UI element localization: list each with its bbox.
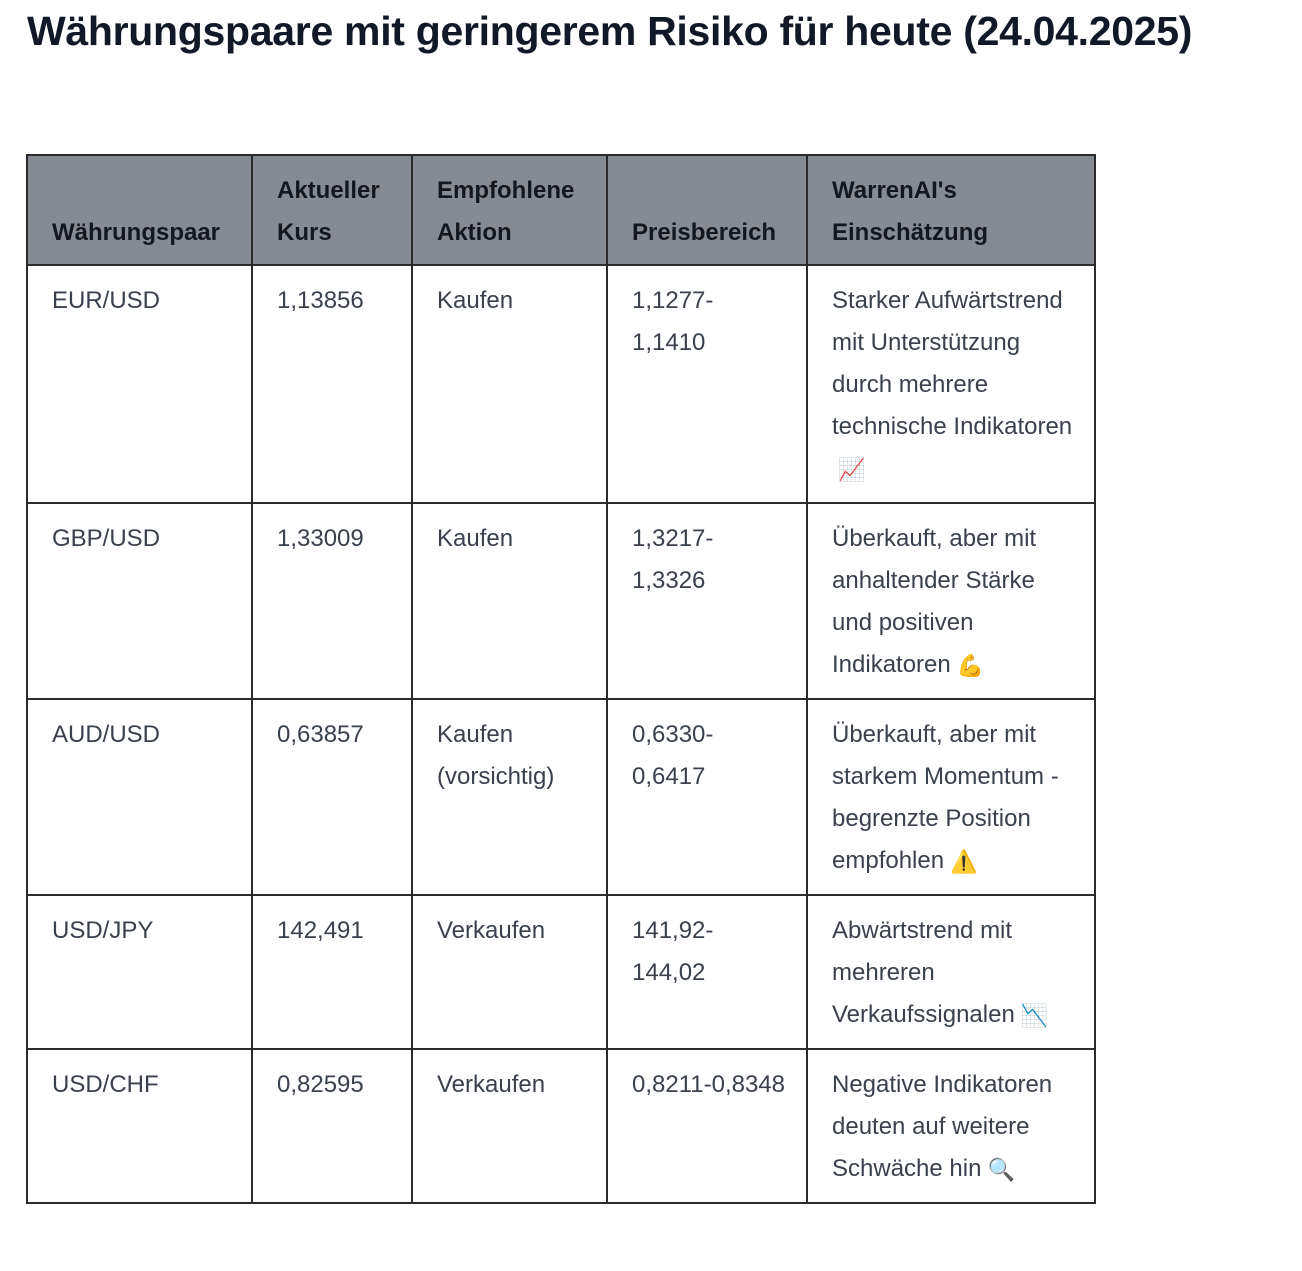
table-header-row	[27, 155, 1095, 265]
cell-assessment	[807, 503, 1095, 699]
cell-price-range: 1,1277-1,1410	[607, 265, 807, 503]
cell-price-range: 0,8211-0,8348	[607, 1049, 807, 1203]
cell-price-range: 1,3217-1,3326	[607, 503, 807, 699]
assessment-text: Starker Aufwärtstrend mit Unterstützung durch mehrere technische Indikatoren	[832, 287, 1073, 440]
flexed-biceps-icon: 💪	[956, 652, 985, 678]
header-price-range: Preisbereich	[607, 155, 807, 265]
table-row	[27, 265, 1095, 503]
cell-price-range: 0,6330-0,6417	[607, 699, 807, 895]
header-currency-pair: Währungspaar	[27, 155, 252, 265]
assessment-text: Überkauft, aber mit anhaltender Stärke und positiven Indikatoren	[832, 525, 1037, 678]
table-row	[27, 503, 1095, 699]
assessment-text: Negative Indikatoren deuten auf weitere Schwäche hin	[832, 1071, 1053, 1182]
cell-currency-pair: USD/JPY	[27, 895, 252, 1049]
currency-pairs-table	[26, 154, 1096, 1204]
cell-recommended-action: Verkaufen	[412, 895, 607, 1049]
assessment-text: Überkauft, aber mit starkem Momentum - begrenzte Position empfohlen	[832, 721, 1059, 874]
cell-assessment	[807, 895, 1095, 1049]
table-row	[27, 895, 1095, 1049]
cell-current-rate: 1,13856	[252, 265, 412, 503]
cell-price-range: 141,92-144,02	[607, 895, 807, 1049]
cell-recommended-action: Kaufen	[412, 503, 607, 699]
cell-recommended-action: Kaufen (vorsichtig)	[412, 699, 607, 895]
cell-recommended-action: Verkaufen	[412, 1049, 607, 1203]
cell-recommended-action: Kaufen	[412, 265, 607, 503]
cell-current-rate: 0,63857	[252, 699, 412, 895]
cell-assessment	[807, 265, 1095, 503]
header-current-rate: Aktueller Kurs	[252, 155, 412, 265]
header-assessment: WarrenAI's Einschätzung	[807, 155, 1095, 265]
cell-currency-pair: EUR/USD	[27, 265, 252, 503]
cell-currency-pair: GBP/USD	[27, 503, 252, 699]
header-recommended-action: Empfohlene Aktion	[412, 155, 607, 265]
table-row	[27, 699, 1095, 895]
warning-icon: ⚠️	[950, 848, 978, 874]
assessment-text: Abwärtstrend mit mehreren Verkaufssignalen	[832, 917, 1015, 1028]
cell-currency-pair: USD/CHF	[27, 1049, 252, 1203]
chart-increasing-icon: 📈	[838, 456, 866, 482]
cell-assessment	[807, 699, 1095, 895]
table-row	[27, 1049, 1095, 1203]
table-body	[27, 265, 1095, 1203]
cell-assessment	[807, 1049, 1095, 1203]
cell-current-rate: 1,33009	[252, 503, 412, 699]
page-title: Währungspaare mit geringerem Risiko für heute (24.04.2025)	[27, 8, 1193, 54]
chart-decreasing-icon: 📉	[1020, 1002, 1049, 1028]
cell-current-rate: 0,82595	[252, 1049, 412, 1203]
magnifying-glass-icon: 🔍	[987, 1156, 1015, 1182]
cell-currency-pair: AUD/USD	[27, 699, 252, 895]
table-header	[27, 155, 1095, 265]
cell-current-rate: 142,491	[252, 895, 412, 1049]
